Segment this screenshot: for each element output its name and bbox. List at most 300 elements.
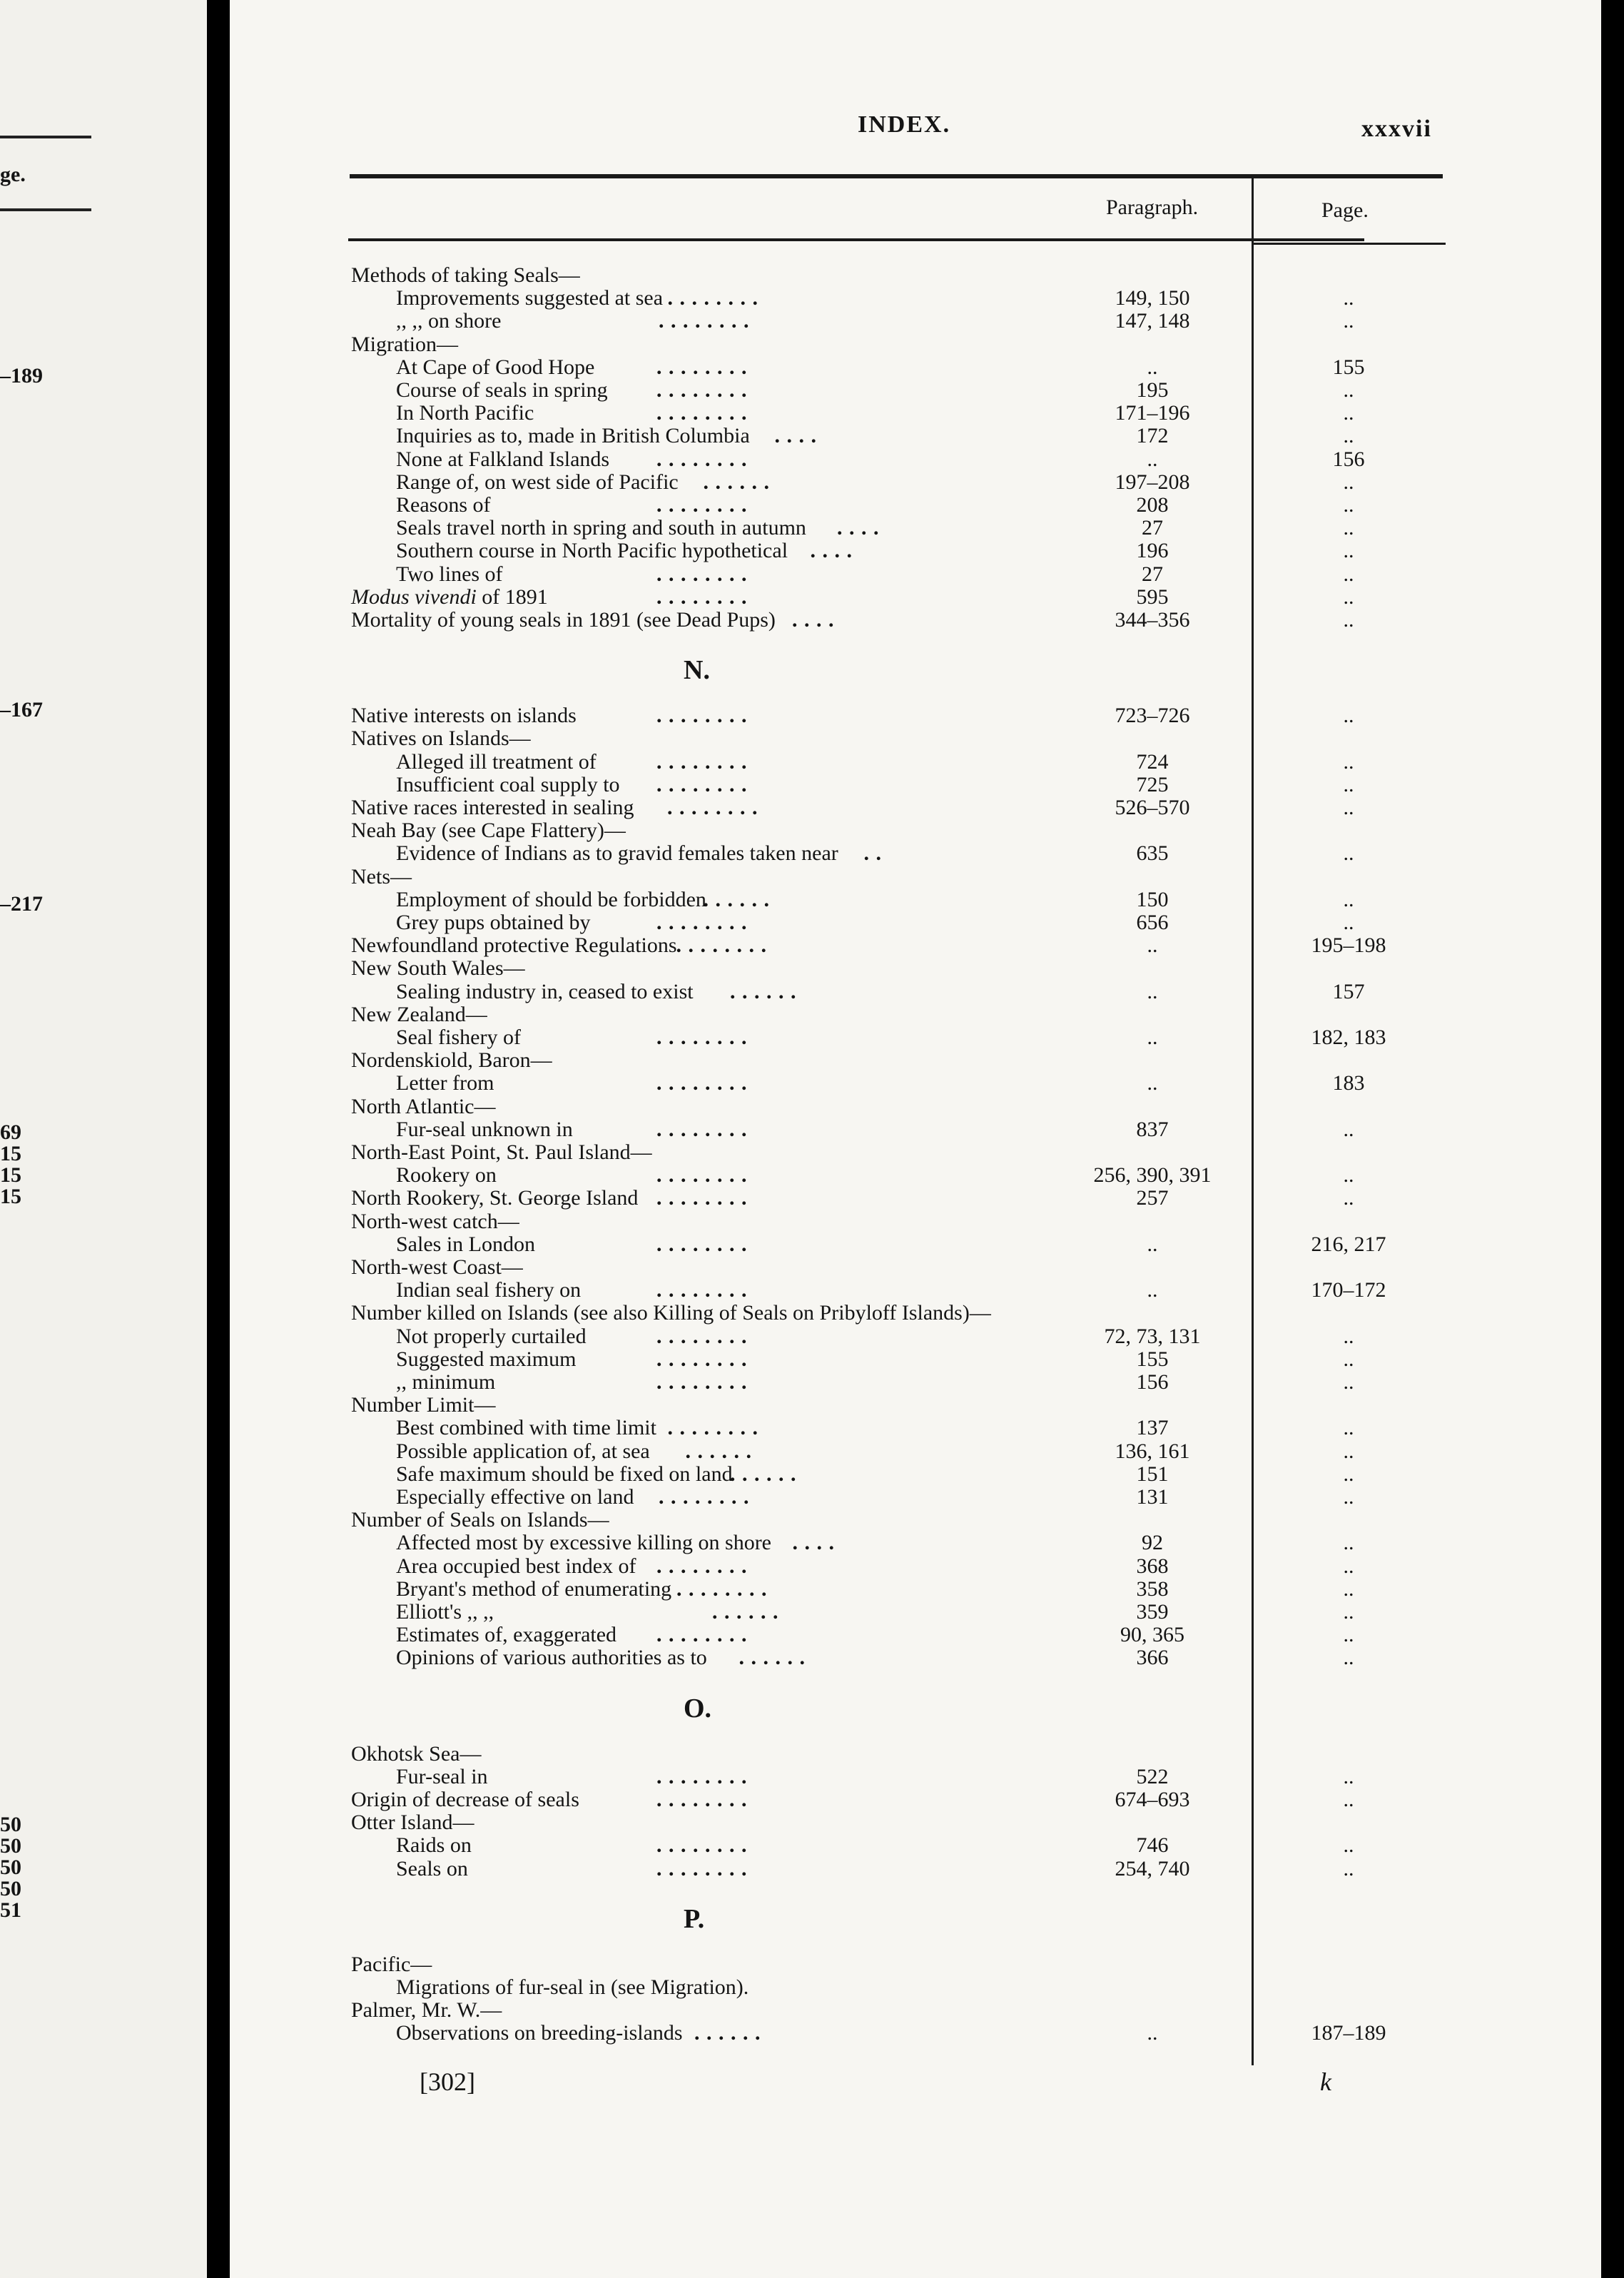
entry-label: Seals on (396, 1856, 468, 1880)
leader-dots: . . . . (774, 424, 817, 448)
left-page-number: 50 (0, 1856, 21, 1879)
entry-paragraph: .. (1147, 1232, 1158, 1256)
entry-paragraph: .. (1147, 933, 1158, 958)
leader-dots: . . . . . . . . (656, 749, 748, 774)
entry-page: 187–189 (1311, 2021, 1386, 2045)
entry-label: North Atlantic— (351, 1094, 496, 1118)
entry-page: .. (1343, 1347, 1354, 1371)
entry-label: North-west Coast— (351, 1255, 523, 1279)
entry-label: Nets— (351, 864, 412, 889)
entry-label: At Cape of Good Hope (396, 355, 595, 379)
entry-paragraph: 137 (1136, 1416, 1169, 1440)
index-entry (0, 1233, 1413, 1256)
index-entry (0, 471, 1413, 494)
index-entry (0, 586, 1413, 609)
entry-paragraph: .. (1147, 1071, 1158, 1095)
entry-page: .. (1343, 1163, 1354, 1188)
leader-dots: . . . . . . . . (656, 704, 748, 728)
left-page-number: 50 (0, 1877, 21, 1900)
entry-paragraph: .. (1147, 979, 1158, 1003)
entry-paragraph: 27 (1142, 562, 1163, 586)
index-entry (0, 1788, 1413, 1811)
index-entry (0, 1743, 1413, 1766)
entry-label: North-East Point, St. Paul Island— (351, 1140, 652, 1164)
entry-label: Elliott's ,, ,, (396, 1600, 494, 1624)
entry-label: Improvements suggested at sea (396, 286, 664, 310)
leader-dots: . . . . . . . . (656, 1186, 748, 1210)
index-entry (0, 842, 1413, 865)
entry-paragraph: 358 (1136, 1576, 1169, 1601)
page-title: INDEX. (858, 111, 951, 138)
leader-dots: . . . . . . (712, 1600, 779, 1624)
index-entry (0, 1440, 1413, 1463)
entry-label: Raids on (396, 1833, 472, 1858)
index-entry (0, 1417, 1413, 1439)
leader-dots: . . . . . . . . (656, 1163, 748, 1188)
leader-dots: . . . . . . . . (656, 584, 748, 609)
entry-paragraph: 171–196 (1115, 401, 1190, 425)
leader-dots: . . . . . . . . (656, 1856, 748, 1880)
entry-paragraph: 635 (1136, 841, 1169, 866)
index-entry (0, 751, 1413, 774)
entry-label: Evidence of Indians as to gravid females taken near (396, 841, 838, 866)
left-page-number: 15 (0, 1185, 21, 1208)
leader-dots: . . . . . . . . (667, 286, 758, 310)
entry-paragraph: 366 (1136, 1646, 1169, 1670)
index-entry (0, 1394, 1413, 1417)
leader-dots: . . . . . . . . (667, 1416, 758, 1440)
entry-label: Inquiries as to, made in British Columbia (396, 424, 750, 448)
entry-label: Fur-seal unknown in (396, 1117, 573, 1141)
entry-label: Observations on breeding-islands (396, 2021, 683, 2045)
entry-page: .. (1343, 1646, 1354, 1670)
entry-page: .. (1343, 309, 1354, 333)
entry-page: 170–172 (1311, 1278, 1386, 1302)
index-entry (0, 356, 1413, 379)
index-entry (0, 1766, 1413, 1788)
entry-label: Rookery on (396, 1163, 497, 1188)
entry-label: In North Pacific (396, 401, 534, 425)
entry-label: Migrations of fur-seal in (see Migration). (396, 1975, 749, 1999)
entry-page: .. (1343, 1554, 1354, 1578)
leader-dots: . . . . . . . . (656, 1833, 748, 1858)
entry-page: .. (1343, 378, 1354, 402)
index-entry (0, 819, 1413, 842)
left-page-number: 51 (0, 1898, 21, 1922)
index-entry (0, 1509, 1413, 1532)
index-entry (0, 1003, 1413, 1026)
entry-label: Neah Bay (see Cape Flattery)— (351, 819, 626, 843)
index-entry (0, 563, 1413, 586)
index-entry (0, 494, 1413, 517)
entry-label: Origin of decrease of seals (351, 1788, 579, 1811)
index-entry (0, 1095, 1413, 1118)
index-entry (0, 1486, 1413, 1509)
entry-paragraph: 147, 148 (1115, 309, 1190, 333)
entry-page: .. (1343, 1186, 1354, 1210)
index-entry (0, 981, 1413, 1003)
leader-dots: . . . . . . . . (656, 1764, 748, 1788)
entry-label: Course of seals in spring (396, 378, 608, 402)
entry-label: Pacific— (351, 1952, 432, 1976)
leader-dots: . . . . (810, 539, 853, 563)
entry-label: New Zealand— (351, 1002, 487, 1026)
index-entry (0, 1072, 1413, 1095)
leader-dots: . . . . . . . . (656, 1071, 748, 1095)
leader-dots: . . . . . . . . (656, 911, 748, 934)
entry-page: .. (1343, 424, 1354, 448)
index-entry (0, 796, 1413, 819)
leader-dots: . . . . (792, 1531, 835, 1555)
entry-paragraph: 359 (1136, 1600, 1169, 1624)
entry-label: Possible application of, at sea (396, 1439, 650, 1463)
entry-page: .. (1343, 772, 1354, 796)
leader-dots: . . . . . . . . (656, 1324, 748, 1348)
index-entry (0, 1118, 1413, 1141)
entry-page: 195–198 (1311, 933, 1386, 958)
entry-page: .. (1343, 841, 1354, 866)
entry-page: .. (1343, 911, 1354, 934)
entry-label-italic: Modus vivendi (351, 584, 477, 609)
entry-label: Methods of taking Seals— (351, 263, 580, 287)
entry-paragraph: 196 (1136, 539, 1169, 563)
entry-page: .. (1343, 704, 1354, 728)
entry-page: .. (1343, 1600, 1354, 1624)
entry-paragraph: 522 (1136, 1764, 1169, 1788)
index-entry (0, 1578, 1413, 1601)
page-number: xxxvii (1361, 116, 1432, 142)
leader-dots: . . . . (837, 516, 880, 540)
entry-label: Range of, on west side of Pacific (396, 470, 679, 494)
index-entry (0, 1463, 1413, 1486)
entry-paragraph: 595 (1136, 584, 1169, 609)
index-entry (0, 1187, 1413, 1210)
index-entry (0, 1141, 1413, 1164)
entry-label: Native interests on islands (351, 704, 577, 728)
entry-label: Best combined with time limit (396, 1416, 656, 1440)
index-entry (0, 310, 1413, 333)
leader-dots: . . . . . . . . (656, 447, 748, 471)
leader-dots: . . . . . . (739, 1646, 806, 1670)
leader-dots: . . . . . . . . (656, 1554, 748, 1578)
index-entry (0, 1811, 1413, 1834)
index-entry (0, 448, 1413, 471)
leader-dots: . . . . . . . . (656, 1117, 748, 1141)
left-page-number: –189 (0, 364, 43, 388)
leader-dots: . . . . . . (703, 887, 770, 911)
index-entry (0, 727, 1413, 750)
entry-paragraph: 136, 161 (1115, 1439, 1190, 1463)
entry-label: Southern course in North Pacific hypothetical (396, 539, 788, 563)
entry-paragraph: 151 (1136, 1462, 1169, 1486)
top-rule (350, 174, 1443, 178)
entry-paragraph: 837 (1136, 1117, 1169, 1141)
index-entry (0, 1858, 1413, 1880)
index-entry (0, 1325, 1413, 1348)
index-entry (0, 264, 1413, 287)
entry-label: Native races interested in sealing (351, 796, 634, 819)
entry-page: .. (1343, 1117, 1354, 1141)
left-rule (0, 136, 91, 138)
footer-mark: k (1320, 2067, 1331, 2096)
entry-page: .. (1343, 1485, 1354, 1509)
entry-page: .. (1343, 493, 1354, 517)
leader-dots: . . . . . . . . (656, 562, 748, 586)
entry-paragraph: 674–693 (1115, 1788, 1190, 1811)
entry-page: 156 (1332, 447, 1365, 471)
entry-page: .. (1343, 1623, 1354, 1647)
entry-label: Seals travel north in spring and south in autumn (396, 516, 806, 540)
leader-dots: . . . . . . (730, 1462, 797, 1486)
index-entry (0, 2022, 1413, 2045)
entry-paragraph: 27 (1142, 516, 1163, 540)
entry-label: Seal fishery of (396, 1026, 521, 1049)
index-entry (0, 1302, 1413, 1325)
entry-paragraph: 526–570 (1115, 796, 1190, 819)
index-entry (0, 774, 1413, 796)
leader-dots: . . . . . . . . (656, 1788, 748, 1811)
entry-label: Bryant's method of enumerating (396, 1576, 672, 1601)
entry-label: Fur-seal in (396, 1764, 488, 1788)
entry-paragraph: .. (1147, 355, 1158, 379)
leader-dots: . . . . . . . . (656, 1278, 748, 1302)
entry-paragraph: 746 (1136, 1833, 1169, 1858)
entry-page: .. (1343, 749, 1354, 774)
leader-dots: . . . . . . (703, 470, 770, 494)
index-entry (0, 911, 1413, 934)
entry-paragraph: 149, 150 (1115, 286, 1190, 310)
left-page-number: 50 (0, 1834, 21, 1858)
entry-paragraph: 344–356 (1115, 608, 1190, 632)
entry-page: .. (1343, 1576, 1354, 1601)
column-header-paragraph: Paragraph. (1106, 196, 1199, 219)
section-letter: O. (684, 1693, 712, 1723)
entry-label: Number killed on Islands (see also Killing of Seals on Pribyloff Islands)— (351, 1301, 991, 1325)
index-entry (0, 287, 1413, 310)
entry-label: New South Wales— (351, 956, 525, 981)
entry-label: ,, ,, on shore (396, 309, 502, 333)
left-page-number: 50 (0, 1813, 21, 1836)
index-entry (0, 1049, 1413, 1072)
index-entry (0, 1371, 1413, 1394)
entry-label: Affected most by excessive killing on shore (396, 1531, 771, 1555)
entry-page: .. (1343, 1370, 1354, 1394)
entry-page: .. (1343, 608, 1354, 632)
entry-label: Nordenskiold, Baron— (351, 1048, 552, 1073)
entry-label: Otter Island— (351, 1811, 474, 1835)
entry-page: .. (1343, 1856, 1354, 1880)
left-page-number: 15 (0, 1142, 21, 1165)
entry-label: Okhotsk Sea— (351, 1741, 482, 1766)
index-entry (0, 609, 1413, 632)
leader-dots: . . . . . . . . (656, 378, 748, 402)
entry-paragraph: .. (1147, 1278, 1158, 1302)
entry-page: 155 (1332, 355, 1365, 379)
index-entry (0, 540, 1413, 562)
entry-page: 157 (1332, 979, 1365, 1003)
leader-dots: . . . . . . . . (656, 493, 748, 517)
leader-dots: . . . . . . . . (656, 1623, 748, 1647)
entry-paragraph: 724 (1136, 749, 1169, 774)
entry-page: 183 (1332, 1071, 1365, 1095)
entry-label: Suggested maximum (396, 1347, 577, 1371)
column-header-page: Page. (1321, 198, 1369, 222)
entry-paragraph: 656 (1136, 911, 1169, 934)
entry-page: 182, 183 (1311, 1026, 1386, 1049)
index-entry (0, 1026, 1413, 1049)
index-entry (0, 1555, 1413, 1578)
entry-paragraph: 131 (1136, 1485, 1169, 1509)
leader-dots: . . . . . . . . (656, 1370, 748, 1394)
entry-paragraph: 197–208 (1115, 470, 1190, 494)
leader-dots: . . . . . . . . (656, 772, 748, 796)
leader-dots: . . . . . . (694, 2021, 761, 2045)
entry-label: Mortality of young seals in 1891 (see Dead Pups) (351, 608, 776, 632)
leader-dots: . . . . . . . . (659, 309, 750, 333)
entry-paragraph: .. (1147, 1026, 1158, 1049)
footer-signature: [302] (420, 2067, 475, 2096)
leader-dots: . . . . . . . . (667, 796, 758, 819)
index-entry (0, 425, 1413, 447)
index-entry (0, 1624, 1413, 1646)
entry-label: Not properly curtailed (396, 1324, 587, 1348)
entry-page: .. (1343, 516, 1354, 540)
leader-dots: . . . . . . . . (656, 1232, 748, 1256)
entry-label: Insufficient coal supply to (396, 772, 620, 796)
entry-label: Sealing industry in, ceased to exist (396, 979, 694, 1003)
entry-label: Safe maximum should be fixed on land (396, 1462, 733, 1486)
index-entry (0, 1999, 1413, 2022)
entry-page: .. (1343, 584, 1354, 609)
left-page-number: –217 (0, 892, 43, 916)
index-entry (0, 379, 1413, 402)
entry-paragraph: 92 (1142, 1531, 1163, 1555)
entry-page: .. (1343, 1833, 1354, 1858)
left-rule (0, 208, 91, 211)
entry-paragraph: 195 (1136, 378, 1169, 402)
entry-label: ,, minimum (396, 1370, 496, 1394)
header-bottom-rule (348, 238, 1364, 241)
entry-label: None at Falkland Islands (396, 447, 610, 471)
entry-page: .. (1343, 1788, 1354, 1811)
left-page-number: 15 (0, 1163, 21, 1187)
entry-paragraph: 257 (1136, 1186, 1169, 1210)
entry-page: .. (1343, 887, 1354, 911)
entry-paragraph: 725 (1136, 772, 1169, 796)
index-entry (0, 1256, 1413, 1279)
entry-page: .. (1343, 562, 1354, 586)
entry-paragraph: 172 (1136, 424, 1169, 448)
left-fragment-text: ge. (0, 163, 26, 186)
entry-paragraph: .. (1147, 2021, 1158, 2045)
index-entry (0, 1601, 1413, 1624)
leader-dots: . . . . . . . . (656, 1347, 748, 1371)
entry-label: Especially effective on land (396, 1485, 634, 1509)
index-entry (0, 1532, 1413, 1554)
index-entry (0, 1834, 1413, 1857)
index-entry (0, 866, 1413, 889)
entry-page: .. (1343, 401, 1354, 425)
entry-page: .. (1343, 1462, 1354, 1486)
entry-label: Estimates of, exaggerated (396, 1623, 617, 1647)
entry-label: North Rookery, St. George Island (351, 1186, 639, 1210)
leader-dots: . . . . . . . . (676, 1576, 768, 1601)
entry-paragraph: 256, 390, 391 (1093, 1163, 1212, 1188)
entry-paragraph: 150 (1136, 887, 1169, 911)
left-page-number: –167 (0, 698, 43, 722)
section-letter: P. (684, 1903, 705, 1934)
leader-dots: . . (863, 841, 882, 866)
entry-label: Migration— (351, 332, 458, 356)
entry-label: Palmer, Mr. W.— (351, 1998, 502, 2023)
entry-label: Newfoundland protective Regulations (351, 933, 677, 958)
entry-label: Reasons of (396, 493, 491, 517)
entry-label: Sales in London (396, 1232, 535, 1256)
entry-label: Number of Seals on Islands— (351, 1508, 609, 1532)
index-entry (0, 1279, 1413, 1302)
entry-paragraph: 723–726 (1115, 704, 1190, 728)
entry-page: .. (1343, 1764, 1354, 1788)
leader-dots: . . . . . . . . (656, 401, 748, 425)
entry-label: Indian seal fishery on (396, 1278, 582, 1302)
entry-page: .. (1343, 470, 1354, 494)
entry-paragraph: 156 (1136, 1370, 1169, 1394)
entry-page: .. (1343, 539, 1354, 563)
entry-paragraph: 90, 365 (1120, 1623, 1184, 1647)
entry-page: .. (1343, 796, 1354, 819)
entry-label: Letter from (396, 1071, 494, 1095)
index-entry (0, 934, 1413, 957)
index-entry (0, 889, 1413, 911)
entry-label: Alleged ill treatment of (396, 749, 597, 774)
entry-paragraph: 72, 73, 131 (1104, 1324, 1201, 1348)
entry-paragraph: 254, 740 (1115, 1856, 1190, 1880)
entry-label: Grey pups obtained by (396, 911, 591, 934)
entry-label: Opinions of various authorities as to (396, 1646, 707, 1670)
entry-page: .. (1343, 1439, 1354, 1463)
entry-label (351, 586, 548, 609)
leader-dots: . . . . . . . . (656, 1026, 748, 1049)
entry-page: .. (1343, 1416, 1354, 1440)
entry-label: Two lines of (396, 562, 503, 586)
leader-dots: . . . . . . . . (676, 933, 767, 958)
entry-label-rest: of 1891 (476, 584, 548, 609)
page-column-rule (1253, 243, 1446, 245)
index-entry (0, 1164, 1413, 1187)
entry-page: .. (1343, 1531, 1354, 1555)
entry-label: Number Limit— (351, 1393, 496, 1417)
entry-paragraph: 208 (1136, 493, 1169, 517)
index-entry (0, 1976, 1413, 1999)
entry-page: .. (1343, 286, 1354, 310)
leader-dots: . . . . . . (730, 979, 797, 1003)
index-page (230, 0, 1601, 2278)
index-entry (0, 1646, 1413, 1669)
index-entry (0, 957, 1413, 980)
entry-label: Employment of should be forbidden (396, 887, 706, 911)
entry-label: North-west catch— (351, 1209, 519, 1233)
index-entry (0, 333, 1413, 356)
index-entry (0, 402, 1413, 425)
index-entry (0, 1348, 1413, 1371)
left-page-number: 69 (0, 1120, 21, 1144)
leader-dots: . . . . . . (685, 1439, 752, 1463)
section-letter: N. (684, 655, 710, 686)
entry-paragraph: 368 (1136, 1554, 1169, 1578)
index-entry (0, 704, 1413, 727)
entry-paragraph: .. (1147, 447, 1158, 471)
index-entry (0, 1210, 1413, 1233)
